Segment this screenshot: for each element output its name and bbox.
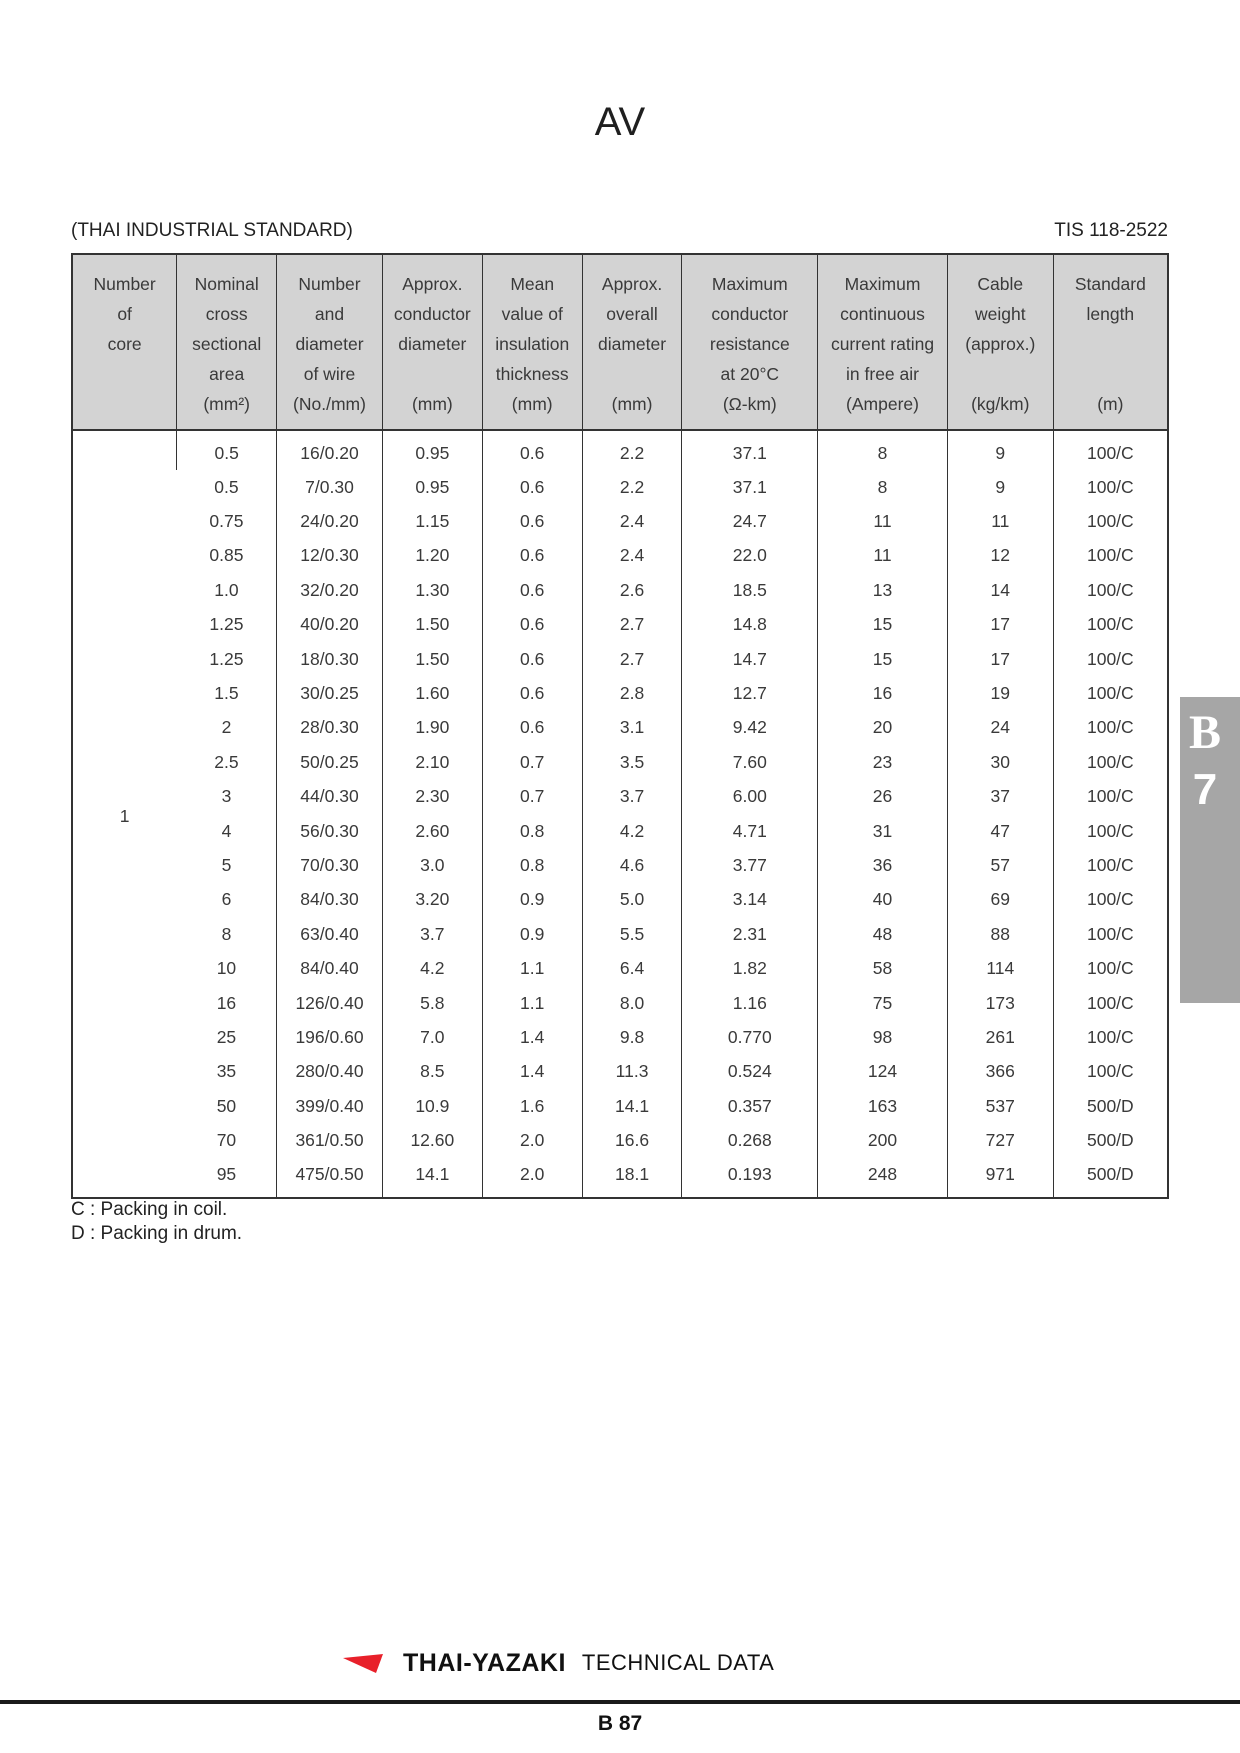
table-cell: 1.4 bbox=[482, 1055, 582, 1089]
column-header-4 bbox=[482, 254, 582, 430]
column-header-line: (Ampere) bbox=[846, 394, 919, 414]
table-cell: 40/0.20 bbox=[277, 608, 383, 642]
table-cell: 4.71 bbox=[682, 814, 818, 848]
table-cell: 1.50 bbox=[382, 642, 482, 676]
column-header-0 bbox=[72, 254, 177, 430]
table-row bbox=[72, 470, 1168, 504]
table-cell: 2.5 bbox=[214, 751, 239, 772]
table-cell: 75 bbox=[818, 986, 948, 1020]
table-cell: 2 bbox=[221, 717, 232, 738]
table-cell: 3.7 bbox=[382, 917, 482, 951]
table-cell: 15 bbox=[818, 608, 948, 642]
standard-label: (THAI INDUSTRIAL STANDARD) bbox=[71, 220, 353, 241]
table-cell: 17 bbox=[947, 608, 1053, 642]
column-header-line: Approx. bbox=[601, 274, 663, 294]
table-cell: 1.50 bbox=[382, 608, 482, 642]
standard-code: TIS 118-2522 bbox=[1054, 220, 1168, 241]
column-header-line: and bbox=[314, 304, 345, 324]
table-cell: 500/D bbox=[1053, 1158, 1168, 1198]
table-cell: 1.90 bbox=[382, 711, 482, 745]
table-cell: 3.5 bbox=[582, 745, 682, 779]
column-header-line: diameter bbox=[295, 334, 364, 354]
table-row bbox=[72, 608, 1168, 642]
column-header-line: (No./mm) bbox=[293, 394, 366, 414]
table-row bbox=[72, 676, 1168, 710]
table-cell: 100/C bbox=[1053, 430, 1168, 470]
table-cell: 100/C bbox=[1053, 848, 1168, 882]
table-cell: 1.1 bbox=[482, 951, 582, 985]
table-cell: 0.6 bbox=[482, 430, 582, 470]
table-cell: 16 bbox=[216, 992, 237, 1013]
table-cell: 18/0.30 bbox=[277, 642, 383, 676]
column-header-line: diameter bbox=[398, 334, 467, 354]
column-header-line: overall bbox=[606, 304, 658, 324]
table-row bbox=[72, 986, 1168, 1020]
table-cell: 28/0.30 bbox=[277, 711, 383, 745]
column-header-line: conductor bbox=[393, 304, 471, 324]
table-cell: 98 bbox=[818, 1020, 948, 1054]
brand-suffix: TECHNICAL DATA bbox=[581, 1650, 775, 1675]
column-header-line bbox=[950, 359, 1051, 389]
table-row bbox=[72, 917, 1168, 951]
table-cell: 475/0.50 bbox=[277, 1158, 383, 1198]
column-header-line bbox=[585, 359, 680, 389]
table-cell: 0.6 bbox=[482, 539, 582, 573]
table-cell: 12.60 bbox=[382, 1123, 482, 1157]
table-cell: 11 bbox=[947, 504, 1053, 538]
table-cell: 100/C bbox=[1053, 608, 1168, 642]
table-cell: 0.6 bbox=[482, 573, 582, 607]
table-cell: 8 bbox=[818, 470, 948, 504]
table-cell: 0.6 bbox=[482, 642, 582, 676]
column-header-line bbox=[385, 359, 480, 389]
table-cell: 361/0.50 bbox=[277, 1123, 383, 1157]
table-cell: 40 bbox=[818, 883, 948, 917]
table-cell: 100/C bbox=[1053, 780, 1168, 814]
table-cell: 4.2 bbox=[382, 951, 482, 985]
table-cell: 24 bbox=[947, 711, 1053, 745]
column-header-line: Number bbox=[93, 274, 156, 294]
table-cell: 1.1 bbox=[482, 986, 582, 1020]
table-cell: 1.16 bbox=[682, 986, 818, 1020]
table-cell: 30/0.25 bbox=[277, 676, 383, 710]
table-cell: 2.8 bbox=[582, 676, 682, 710]
table-cell: 63/0.40 bbox=[277, 917, 383, 951]
table-cell: 727 bbox=[947, 1123, 1053, 1157]
table-cell: 7.60 bbox=[682, 745, 818, 779]
table-cell: 14 bbox=[947, 573, 1053, 607]
table-cell: 126/0.40 bbox=[277, 986, 383, 1020]
table-cell: 1.60 bbox=[382, 676, 482, 710]
table-cell: 32/0.20 bbox=[277, 573, 383, 607]
table-cell: 0.85 bbox=[209, 545, 244, 566]
table-cell: 500/D bbox=[1053, 1089, 1168, 1123]
column-header-line: Cable bbox=[977, 274, 1024, 294]
column-header-line: (mm) bbox=[511, 394, 553, 414]
table-cell: 4.2 bbox=[582, 814, 682, 848]
table-cell: 100/C bbox=[1053, 745, 1168, 779]
column-header-line: diameter bbox=[598, 334, 667, 354]
table-cell: 0.6 bbox=[482, 608, 582, 642]
table-cell: 9.8 bbox=[582, 1020, 682, 1054]
column-header-line: (mm) bbox=[611, 394, 653, 414]
table-cell: 84/0.30 bbox=[277, 883, 383, 917]
table-cell: 0.95 bbox=[382, 430, 482, 470]
table-cell: 2.7 bbox=[582, 608, 682, 642]
table-cell: 2.10 bbox=[382, 745, 482, 779]
column-header-7 bbox=[818, 254, 948, 430]
table-row bbox=[72, 711, 1168, 745]
table-cell: 5.8 bbox=[382, 986, 482, 1020]
footer-brand bbox=[343, 1648, 774, 1678]
column-header-line: of wire bbox=[303, 364, 356, 384]
table-cell: 22.0 bbox=[682, 539, 818, 573]
table-cell: 3.77 bbox=[682, 848, 818, 882]
table-cell: 10 bbox=[216, 958, 237, 979]
table-cell: 0.95 bbox=[382, 470, 482, 504]
table-cell: 100/C bbox=[1053, 1055, 1168, 1089]
table-cell: 15 bbox=[818, 642, 948, 676]
table-cell: 0.9 bbox=[482, 917, 582, 951]
table-cell: 9.42 bbox=[682, 711, 818, 745]
table-cell: 37.1 bbox=[682, 470, 818, 504]
table-cell: 0.75 bbox=[209, 511, 244, 532]
table-cell: 8 bbox=[818, 430, 948, 470]
table-cell: 2.2 bbox=[582, 430, 682, 470]
table-cell: 57 bbox=[947, 848, 1053, 882]
table-cell: 1.6 bbox=[482, 1089, 582, 1123]
table-row bbox=[72, 951, 1168, 985]
table-cell: 0.6 bbox=[482, 470, 582, 504]
table-row bbox=[72, 1020, 1168, 1054]
column-header-5 bbox=[582, 254, 682, 430]
table-cell: 44/0.30 bbox=[277, 780, 383, 814]
table-cell: 24/0.20 bbox=[277, 504, 383, 538]
column-header-line: at 20°C bbox=[720, 364, 780, 384]
table-cell: 70 bbox=[216, 1130, 237, 1151]
table-cell: 7.0 bbox=[382, 1020, 482, 1054]
table-cell: 2.4 bbox=[582, 504, 682, 538]
table-cell: 16/0.20 bbox=[277, 430, 383, 470]
footer-divider bbox=[0, 1700, 1240, 1704]
table-cell: 1.0 bbox=[214, 579, 239, 600]
column-header-line: value of bbox=[501, 304, 563, 324]
table-cell: 2.31 bbox=[682, 917, 818, 951]
table-cell: 100/C bbox=[1053, 642, 1168, 676]
table-cell: 16 bbox=[818, 676, 948, 710]
column-header-line: resistance bbox=[709, 334, 790, 354]
table-cell: 19 bbox=[947, 676, 1053, 710]
table-cell: 0.770 bbox=[682, 1020, 818, 1054]
table-cell: 0.6 bbox=[482, 711, 582, 745]
column-header-line: in free air bbox=[846, 364, 919, 384]
column-header-line: (mm) bbox=[411, 394, 453, 414]
table-row bbox=[72, 430, 1168, 470]
table-cell: 8.0 bbox=[582, 986, 682, 1020]
cable-spec-table bbox=[71, 253, 1169, 1199]
column-header-line: continuous bbox=[840, 304, 925, 324]
footnotes bbox=[71, 1198, 242, 1246]
table-cell: 0.268 bbox=[682, 1123, 818, 1157]
table-cell: 6.4 bbox=[582, 951, 682, 985]
table-cell: 0.5 bbox=[177, 430, 277, 470]
table-cell: 100/C bbox=[1053, 917, 1168, 951]
table-cell: 5.0 bbox=[582, 883, 682, 917]
table-cell: 23 bbox=[818, 745, 948, 779]
table-cell: 14.1 bbox=[582, 1089, 682, 1123]
table-cell: 366 bbox=[947, 1055, 1053, 1089]
table-cell: 6 bbox=[221, 889, 232, 910]
table-row bbox=[72, 745, 1168, 779]
table-cell: 84/0.40 bbox=[277, 951, 383, 985]
brand-name: THAI-YAZAKI bbox=[403, 1648, 566, 1677]
table-cell: 12 bbox=[947, 539, 1053, 573]
table-cell: 3.20 bbox=[382, 883, 482, 917]
column-header-line: Mean bbox=[510, 274, 555, 294]
table-cell: 14.7 bbox=[682, 642, 818, 676]
table-cell: 6.00 bbox=[682, 780, 818, 814]
table-cell: 24.7 bbox=[682, 504, 818, 538]
table-cell: 261 bbox=[947, 1020, 1053, 1054]
table-cell: 100/C bbox=[1053, 814, 1168, 848]
table-cell: 11 bbox=[818, 539, 948, 573]
column-header-line: core bbox=[107, 334, 142, 354]
column-header-line: (Ω-km) bbox=[722, 394, 777, 414]
table-row bbox=[72, 642, 1168, 676]
table-cell: 9 bbox=[947, 430, 1053, 470]
column-header-line: conductor bbox=[711, 304, 789, 324]
table-cell: 10.9 bbox=[382, 1089, 482, 1123]
table-cell: 248 bbox=[818, 1158, 948, 1198]
table-cell: 3.14 bbox=[682, 883, 818, 917]
table-cell: 37.1 bbox=[682, 430, 818, 470]
table-cell: 11 bbox=[818, 504, 948, 538]
column-header-line: Maximum bbox=[711, 274, 788, 294]
table-cell: 95 bbox=[216, 1163, 237, 1184]
table-cell: 14.1 bbox=[382, 1158, 482, 1198]
table-cell: 3.0 bbox=[382, 848, 482, 882]
table-cell: 2.4 bbox=[582, 539, 682, 573]
table-cell: 2.7 bbox=[582, 642, 682, 676]
table-cell: 163 bbox=[818, 1089, 948, 1123]
table-cell: 100/C bbox=[1053, 883, 1168, 917]
column-header-2 bbox=[277, 254, 383, 430]
table-cell: 100/C bbox=[1053, 951, 1168, 985]
table-cell: 3.1 bbox=[582, 711, 682, 745]
table-cell: 18.5 bbox=[682, 573, 818, 607]
table-cell: 0.357 bbox=[682, 1089, 818, 1123]
table-cell: 100/C bbox=[1053, 539, 1168, 573]
table-cell: 0.9 bbox=[482, 883, 582, 917]
table-cell: 37 bbox=[947, 780, 1053, 814]
table-cell: 35 bbox=[216, 1061, 237, 1082]
column-header-line: area bbox=[209, 364, 245, 384]
table-cell: 36 bbox=[818, 848, 948, 882]
column-header-line: Nominal bbox=[194, 274, 259, 294]
table-cell: 5.5 bbox=[582, 917, 682, 951]
table-row bbox=[72, 814, 1168, 848]
table-cell: 537 bbox=[947, 1089, 1053, 1123]
column-header-line bbox=[1056, 359, 1165, 389]
table-cell: 18.1 bbox=[582, 1158, 682, 1198]
core-count-cell: 1 bbox=[119, 806, 130, 827]
table-cell: 5 bbox=[221, 854, 232, 875]
table-cell: 12.7 bbox=[682, 676, 818, 710]
table-cell: 1.15 bbox=[382, 504, 482, 538]
table-cell: 100/C bbox=[1053, 986, 1168, 1020]
table-cell: 500/D bbox=[1053, 1123, 1168, 1157]
table-cell: 0.8 bbox=[482, 848, 582, 882]
table-row bbox=[72, 1089, 1168, 1123]
column-header-line: length bbox=[1086, 304, 1135, 324]
table-cell: 1.4 bbox=[482, 1020, 582, 1054]
column-header-line: cross bbox=[205, 304, 248, 324]
table-header-row bbox=[72, 254, 1168, 430]
column-header-1 bbox=[177, 254, 277, 430]
table-cell: 56/0.30 bbox=[277, 814, 383, 848]
column-header-line: (approx.) bbox=[965, 334, 1036, 354]
column-header-6 bbox=[682, 254, 818, 430]
column-header-line: Maximum bbox=[844, 274, 921, 294]
table-cell: 9 bbox=[947, 470, 1053, 504]
page-number: B 87 bbox=[597, 1712, 643, 1735]
table-cell: 70/0.30 bbox=[277, 848, 383, 882]
table-cell: 100/C bbox=[1053, 504, 1168, 538]
table-cell: 2.6 bbox=[582, 573, 682, 607]
table-cell: 971 bbox=[947, 1158, 1053, 1198]
table-cell: 0.8 bbox=[482, 814, 582, 848]
section-tab-letter: B bbox=[1188, 706, 1221, 759]
table-cell: 31 bbox=[818, 814, 948, 848]
table-row bbox=[72, 848, 1168, 882]
table-cell: 100/C bbox=[1053, 573, 1168, 607]
column-header-line: insulation bbox=[495, 334, 570, 354]
table-row bbox=[72, 539, 1168, 573]
column-header-line: thickness bbox=[495, 364, 569, 384]
table-cell: 0.6 bbox=[482, 676, 582, 710]
table-cell: 20 bbox=[818, 711, 948, 745]
table-cell: 100/C bbox=[1053, 1020, 1168, 1054]
table-cell: 100/C bbox=[1053, 711, 1168, 745]
brand-flag-logo bbox=[343, 1652, 383, 1674]
table-cell: 25 bbox=[216, 1026, 237, 1047]
table-cell: 0.6 bbox=[482, 504, 582, 538]
table-cell: 2.0 bbox=[482, 1158, 582, 1198]
table-cell: 2.2 bbox=[582, 470, 682, 504]
table-cell: 8 bbox=[221, 923, 232, 944]
table-cell: 50/0.25 bbox=[277, 745, 383, 779]
table-cell: 399/0.40 bbox=[277, 1089, 383, 1123]
column-header-line: current rating bbox=[830, 334, 935, 354]
table-cell: 0.7 bbox=[482, 745, 582, 779]
section-tab bbox=[1180, 697, 1240, 1003]
footnote-coil: C : Packing in coil. bbox=[71, 1199, 228, 1220]
table-cell: 100/C bbox=[1053, 676, 1168, 710]
table-cell: 26 bbox=[818, 780, 948, 814]
table-body bbox=[72, 430, 1168, 1198]
table-cell: 0.524 bbox=[682, 1055, 818, 1089]
column-header-line bbox=[1056, 329, 1165, 359]
column-header-9 bbox=[1053, 254, 1168, 430]
column-header-line bbox=[75, 359, 174, 389]
table-cell: 2.60 bbox=[382, 814, 482, 848]
table-cell: 114 bbox=[947, 951, 1053, 985]
table-cell: 47 bbox=[947, 814, 1053, 848]
table-row bbox=[72, 1158, 1168, 1198]
table-row bbox=[72, 504, 1168, 538]
column-header-line: (m) bbox=[1097, 394, 1124, 414]
table-cell: 173 bbox=[947, 986, 1053, 1020]
table-cell: 11.3 bbox=[582, 1055, 682, 1089]
table-cell: 58 bbox=[818, 951, 948, 985]
table-cell: 1.82 bbox=[682, 951, 818, 985]
table-row bbox=[72, 780, 1168, 814]
column-header-3 bbox=[382, 254, 482, 430]
table-cell: 4 bbox=[221, 820, 232, 841]
column-header-8 bbox=[947, 254, 1053, 430]
table-row bbox=[72, 1123, 1168, 1157]
column-header-line: sectional bbox=[192, 334, 262, 354]
table-cell: 1.30 bbox=[382, 573, 482, 607]
column-header-line: (mm²) bbox=[203, 394, 250, 414]
column-header-line: Number bbox=[298, 274, 361, 294]
table-row bbox=[72, 883, 1168, 917]
table-cell: 0.5 bbox=[214, 476, 239, 497]
table-cell: 50 bbox=[216, 1095, 237, 1116]
table-cell: 88 bbox=[947, 917, 1053, 951]
table-cell: 280/0.40 bbox=[277, 1055, 383, 1089]
table-cell: 196/0.60 bbox=[277, 1020, 383, 1054]
section-tab-number: 7 bbox=[1192, 765, 1218, 814]
table-cell: 0.7 bbox=[482, 780, 582, 814]
table-row bbox=[72, 573, 1168, 607]
table-cell: 200 bbox=[818, 1123, 948, 1157]
table-cell: 124 bbox=[818, 1055, 948, 1089]
column-header-line: of bbox=[117, 304, 132, 324]
table-cell: 2.0 bbox=[482, 1123, 582, 1157]
table-cell: 13 bbox=[818, 573, 948, 607]
page-title: AV bbox=[594, 100, 646, 144]
table-cell: 7/0.30 bbox=[277, 470, 383, 504]
table-cell: 17 bbox=[947, 642, 1053, 676]
table-cell: 1.25 bbox=[209, 614, 244, 635]
table-cell: 12/0.30 bbox=[277, 539, 383, 573]
footnote-drum: D : Packing in drum. bbox=[71, 1223, 243, 1244]
column-header-line: Standard bbox=[1074, 274, 1146, 294]
table-cell: 3 bbox=[221, 786, 232, 807]
column-header-line: weight bbox=[974, 304, 1026, 324]
table-cell: 69 bbox=[947, 883, 1053, 917]
column-header-line: Approx. bbox=[402, 274, 463, 294]
table-cell: 1.20 bbox=[382, 539, 482, 573]
table-cell: 100/C bbox=[1053, 470, 1168, 504]
table-cell: 30 bbox=[947, 745, 1053, 779]
column-header-line bbox=[75, 389, 174, 419]
column-header-line: (kg/km) bbox=[971, 394, 1030, 414]
table-cell: 14.8 bbox=[682, 608, 818, 642]
table-cell: 3.7 bbox=[582, 780, 682, 814]
table-cell: 48 bbox=[818, 917, 948, 951]
table-cell: 0.193 bbox=[682, 1158, 818, 1198]
table-cell: 2.30 bbox=[382, 780, 482, 814]
table-cell: 4.6 bbox=[582, 848, 682, 882]
table-row bbox=[72, 1055, 1168, 1089]
table-cell: 8.5 bbox=[382, 1055, 482, 1089]
table-cell: 16.6 bbox=[582, 1123, 682, 1157]
table-cell: 1.25 bbox=[209, 648, 244, 669]
table-cell: 1.5 bbox=[214, 683, 239, 704]
